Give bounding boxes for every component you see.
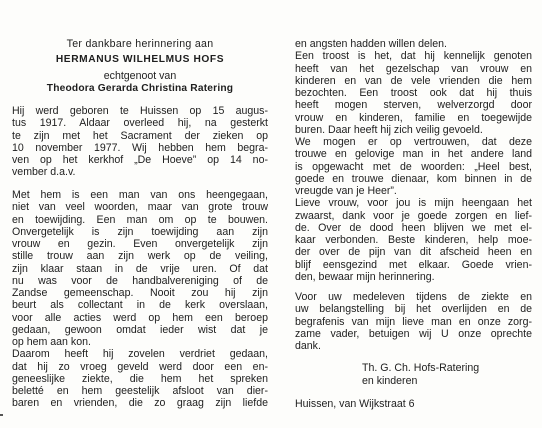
text-line: kinderen en van de vele vrienden die hem [295,74,532,87]
text-line: zwaarst, dank voor je goede zorgen en lief- [295,209,532,222]
thanks-paragraph [295,291,532,352]
consolation-paragraph [295,38,532,283]
dedication-line: Ter dankbare herinnering aan [66,38,214,50]
text-line: is opgewacht met de woorden: „Heel best, [295,160,532,173]
text-line: ven op het kerkhof „De Hoeve” op 14 no- [12,154,268,166]
text-line: zijn klaar staan in de vrije uren. Of dat [12,262,268,275]
text-line: Lieve vrouw, voor jou is mijn heengaan het [295,197,532,210]
remembrance-paragraph [12,189,268,410]
text-line: trouwe en gelovige man in het andere land [295,148,532,161]
spouse-name: Theodora Gerarda Christina Ratering [46,83,234,94]
spouse-intro: echtgenoot van [103,70,177,82]
text-line: niet van veel woorden, maar van grote trouw [12,201,268,214]
text-line: en toewijding. Een man om op te bouwen. [12,213,268,226]
signature-family: en kinderen [362,375,418,387]
left-column [12,0,268,428]
text-line: vrouw en kinderen, familie en toegewijde [295,111,532,124]
text-line: Voor uw medeleven tijdens de ziekte en [295,291,532,303]
text-line: heeft mogen sterven, welverzorgd door [295,99,532,112]
text-line: Onvergetelijk is zijn toewijding aan zijn [12,225,268,238]
text-line: vember d.a.v. [12,166,76,179]
text-line: heeft van het gezelschap van vrouw en [295,62,532,75]
text-line: goede en trouwe dienaar, kom binnen in de [295,172,532,185]
biography-paragraph [12,105,268,179]
signature-name: Th. G. Ch. Hofs-Ratering [362,362,480,374]
text-line: op hem aan kon. [12,336,91,348]
text-line: Met hem is een man van ons heengegaan, [12,189,268,201]
text-line: baren en vrienden, die zo graag zijn liefde [12,397,268,410]
text-line: stille trouw aan zijn werk op de veiling, [12,250,268,263]
text-line: Zandse gemeenschap. Nooit zou hij zijn [12,287,268,299]
signature-address: Huissen, van Wijkstraat 6 [295,398,415,410]
text-line: bezochten. Een troost ook dat hij thuis [295,87,532,99]
text-line: 10 november 1977. Wij hebben hem begra- [12,141,268,154]
text-line: beurt als collectant in de kerk overslaan, [12,299,268,312]
text-line: te zijn met het Sacrament der zieken op [12,129,268,142]
text-line: zame vader, betuigen wij U onze oprechte [295,327,532,340]
text-line: Hij werd geboren te Huissen op 15 augus- [12,105,268,117]
text-line: kaar verbonden. Beste kinderen, help moe- [295,234,532,246]
text-line: geneeslijke ziekte, die hem het spreken [12,372,268,385]
text-line: nu was voor de handbalvereniging of de [12,274,268,287]
edge-mark [0,414,3,416]
text-line: We mogen er op vertrouwen, dat deze [295,136,532,148]
text-line: de. Over de dood heen blijven we met el- [295,221,532,234]
deceased-name: HERMANUS WILHELMUS HOFS [55,54,225,65]
text-line: der over de pijn van dit afscheid heen en [295,246,532,259]
text-line: begrafenis van mijn lieve man en onze zorg- [295,315,532,328]
right-column [295,0,532,428]
text-line: Daarom heeft hij zovelen verdriet gedaan, [12,348,268,361]
text-line: Een troost is het, dat hij kennelijk genoten [295,50,532,63]
text-line: voor alle acties werd op hem een beroep [12,311,268,324]
text-line: gedaan, gewoon omdat ieder wist dat je [12,323,268,336]
text-line: beletté en hem geestelijk afsloot van dier- [12,385,268,397]
text-line: dank. [295,340,321,352]
text-line: en angsten hadden willen delen. [295,38,447,50]
text-line: dat hij zo vroeg geveld werd door een en- [12,360,268,373]
text-line: tus 1917. Aldaar overleed hij, na gesterkt [12,117,268,130]
text-line: den, bewaar mijn herinnering. [295,270,435,283]
text-line: vreugde van je Heer”. [295,185,397,197]
text-line: vrouw en gezin. Even onvergetelijk zijn [12,238,268,250]
text-line: uw belangstelling bij het overlijden en de [295,303,532,316]
text-line: buren. Daar heeft hij zich veilig gevoeld. [295,123,483,136]
text-line: blijf eensgezind met elkaar. Goede vrien- [295,258,532,271]
